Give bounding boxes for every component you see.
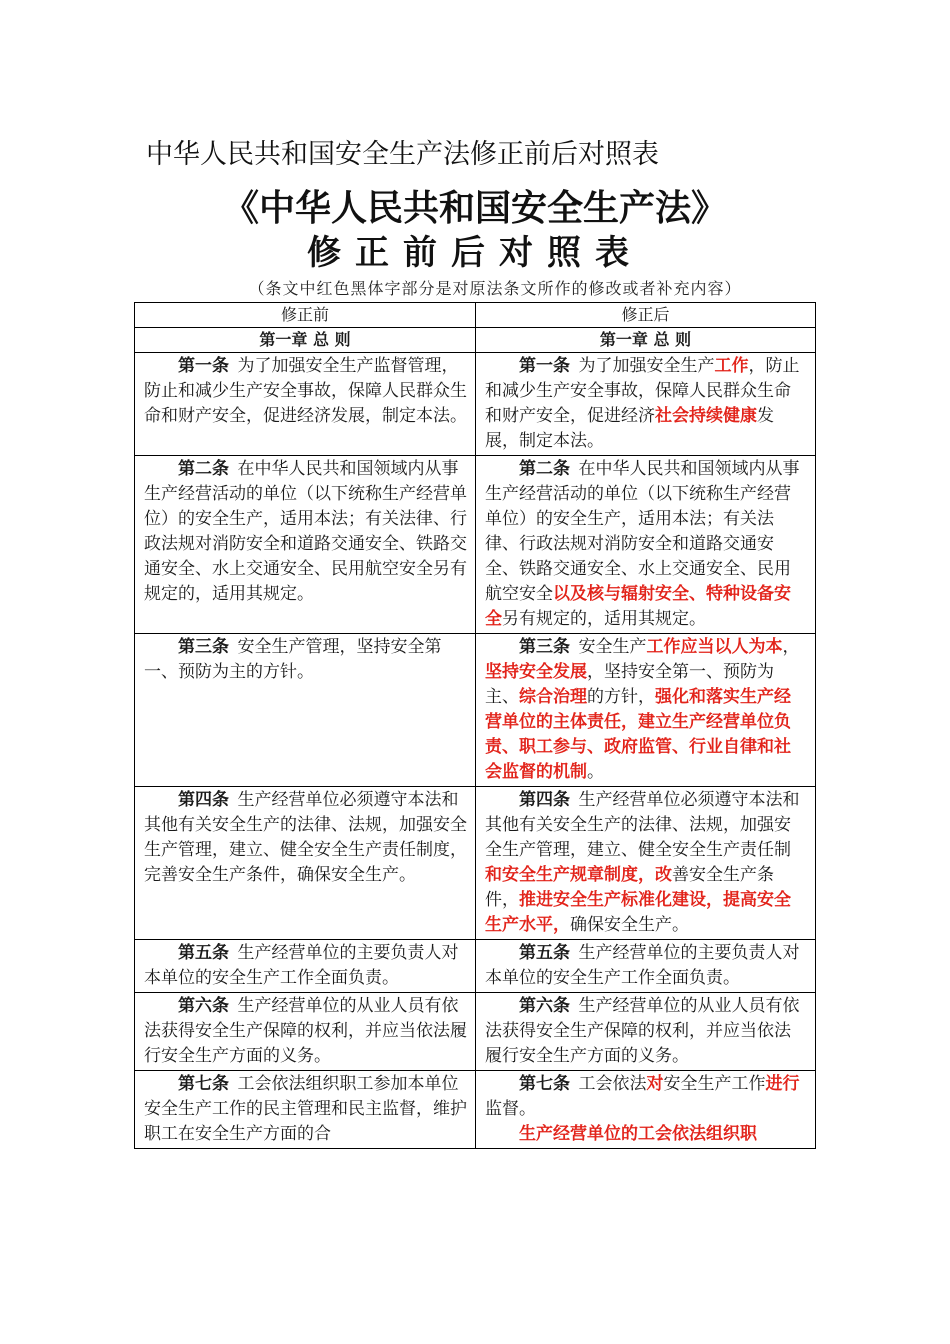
article-text: 生产经营单位的从业人员有依法获得安全生产保障的权利，并应当依法履行安全生产方面的义务。 xyxy=(144,996,467,1066)
article-number: 第七条 xyxy=(178,1074,229,1094)
article-text: 生产经营单位的主要负责人对本单位的安全生产工作全面负责。 xyxy=(485,943,800,988)
chapter-heading-after: 第一章 总 则 xyxy=(476,328,816,353)
amended-text: 进行 xyxy=(765,1074,800,1094)
article-before-cell xyxy=(135,456,476,634)
article-number: 第五条 xyxy=(519,943,570,963)
article-text: 发展，制定本法。 xyxy=(485,406,774,451)
article-before-cell xyxy=(135,787,476,940)
column-header-after: 修正后 xyxy=(476,303,816,328)
amended-text: 以及核与辐射安全、特种设备安全 xyxy=(485,584,791,629)
article-text: 工会依法 xyxy=(578,1074,647,1094)
article-text: 安全生产管理，坚持安全第一、预防为主的方针。 xyxy=(144,637,442,682)
article-row xyxy=(135,1071,816,1149)
article-text: 生产经营单位必须遵守本法和其他有关安全生产的法律、法规，加强安全生产管理，建立、健全安全生产责任制 xyxy=(485,790,800,860)
amended-text: 社会持续健康 xyxy=(655,406,757,426)
article-text: 的方针， xyxy=(587,687,655,707)
document-title: 《中华人民共和国安全生产法》 xyxy=(222,188,727,229)
article-text: 为了加强安全生产监督管理，防止和减少生产安全事故，保障人民群众生命和财产安全，促进经济发展，制定本法。 xyxy=(144,356,467,426)
article-number: 第三条 xyxy=(519,637,570,657)
article-before-cell xyxy=(135,1071,476,1149)
article-after-cell xyxy=(476,353,816,456)
article-text: ， xyxy=(782,637,800,657)
article-text: 在中华人民共和国领域内从事生产经营活动的单位（以下统称生产经营单位）的安全生产，适用本法；有关法律、行政法规对消防安全和道路交通安全、铁路交通安全、水上交通安全、民用航空安全另有规定的，适用其规定。 xyxy=(144,459,467,604)
comparison-table xyxy=(134,302,816,1149)
article-number: 第二条 xyxy=(178,459,229,479)
page-header: 中华人民共和国安全生产法修正前后对照表 xyxy=(146,139,659,170)
article-number: 第二条 xyxy=(519,459,570,479)
amended-text: 工作应当以人为本 xyxy=(646,637,783,657)
article-row xyxy=(135,456,816,634)
article-row xyxy=(135,993,816,1071)
article-text: ，坚持安全第一、预防为主、 xyxy=(485,662,774,707)
document-subtitle: 修正前后对照表 xyxy=(307,233,643,273)
article-after-cell xyxy=(476,456,816,634)
amended-text: 坚持安全发展 xyxy=(485,662,587,682)
article-text: 监督。 xyxy=(485,1099,536,1119)
article-number: 第一条 xyxy=(519,356,570,376)
article-number: 第五条 xyxy=(178,943,229,963)
article-text: 生产经营单位的主要负责人对本单位的安全生产工作全面负责。 xyxy=(144,943,459,988)
article-row xyxy=(135,940,816,993)
article-after-cell xyxy=(476,1071,816,1149)
amended-text: 强化和落实生产经营单位的主体责任，建立生产经营单位负责、职工参与、政府监管、行业自律和社会监督的机制 xyxy=(485,687,791,782)
article-number: 第六条 xyxy=(519,996,570,1016)
article-text: ，防止和减少生产安全事故，保障人民群众生命和财产安全，促进经济 xyxy=(485,356,800,426)
article-text: 安全生产 xyxy=(578,637,647,657)
comparison-table-body xyxy=(135,303,816,1149)
article-text: 确保安全生产。 xyxy=(570,915,689,935)
article-text: 工会依法组织职工参加本单位安全生产工作的民主管理和民主监督，维护职工在安全生产方面的合 xyxy=(144,1074,467,1144)
article-after-cell xyxy=(476,787,816,940)
article-before-cell xyxy=(135,993,476,1071)
article-before-cell xyxy=(135,353,476,456)
article-number: 第七条 xyxy=(519,1074,570,1094)
article-before-cell xyxy=(135,940,476,993)
article-after-cell xyxy=(476,634,816,787)
article-text: 生产经营单位必须遵守本法和其他有关安全生产的法律、法规，加强安全生产管理，建立、健全安全生产责任制度，完善安全生产条件，确保安全生产。 xyxy=(144,790,467,885)
article-before-cell xyxy=(135,634,476,787)
amended-text: 综合治理 xyxy=(519,687,587,707)
article-text: 为了加强安全生产 xyxy=(578,356,715,376)
article-text: 在中华人民共和国领域内从事生产经营活动的单位（以下统称生产经营单位）的安全生产，适用本法；有关法律、行政法规对消防安全和道路交通安全、铁路交通安全、水上交通安全、民用航空安全 xyxy=(485,459,800,604)
article-text: 生产经营单位的从业人员有依法获得安全生产保障的权利，并应当依法履行安全生产方面的义务。 xyxy=(485,996,800,1066)
article-row xyxy=(135,353,816,456)
revision-note: （条文中红色黑体字部分是对原法条文所作的修改或者补充内容） xyxy=(248,279,742,298)
chapter-heading-before: 第一章 总 则 xyxy=(135,328,476,353)
article-number: 第四条 xyxy=(178,790,229,810)
column-header-before: 修正前 xyxy=(135,303,476,328)
amended-text: 对 xyxy=(646,1074,664,1094)
article-text: 善安全生产条件， xyxy=(485,865,774,910)
article-text: 。 xyxy=(587,762,604,782)
article-after-cell xyxy=(476,940,816,993)
amended-text: 工作 xyxy=(714,356,749,376)
amended-text: 和安全生产规章制度，改 xyxy=(485,865,672,885)
article-row xyxy=(135,634,816,787)
article-number: 第一条 xyxy=(178,356,229,376)
article-number: 第三条 xyxy=(178,637,229,657)
article-number: 第六条 xyxy=(178,996,229,1016)
article-row xyxy=(135,787,816,940)
column-header-row xyxy=(135,303,816,328)
amended-text: 推进安全生产标准化建设，提高安全生产水平， xyxy=(485,890,791,935)
article-text: 安全生产工作 xyxy=(663,1074,766,1094)
article-text: 另有规定的，适用其规定。 xyxy=(502,609,706,629)
chapter-heading-row xyxy=(135,328,816,353)
article-number: 第四条 xyxy=(519,790,570,810)
article-after-cell xyxy=(476,993,816,1071)
amended-text: 生产经营单位的工会依法组织职 xyxy=(519,1124,757,1144)
